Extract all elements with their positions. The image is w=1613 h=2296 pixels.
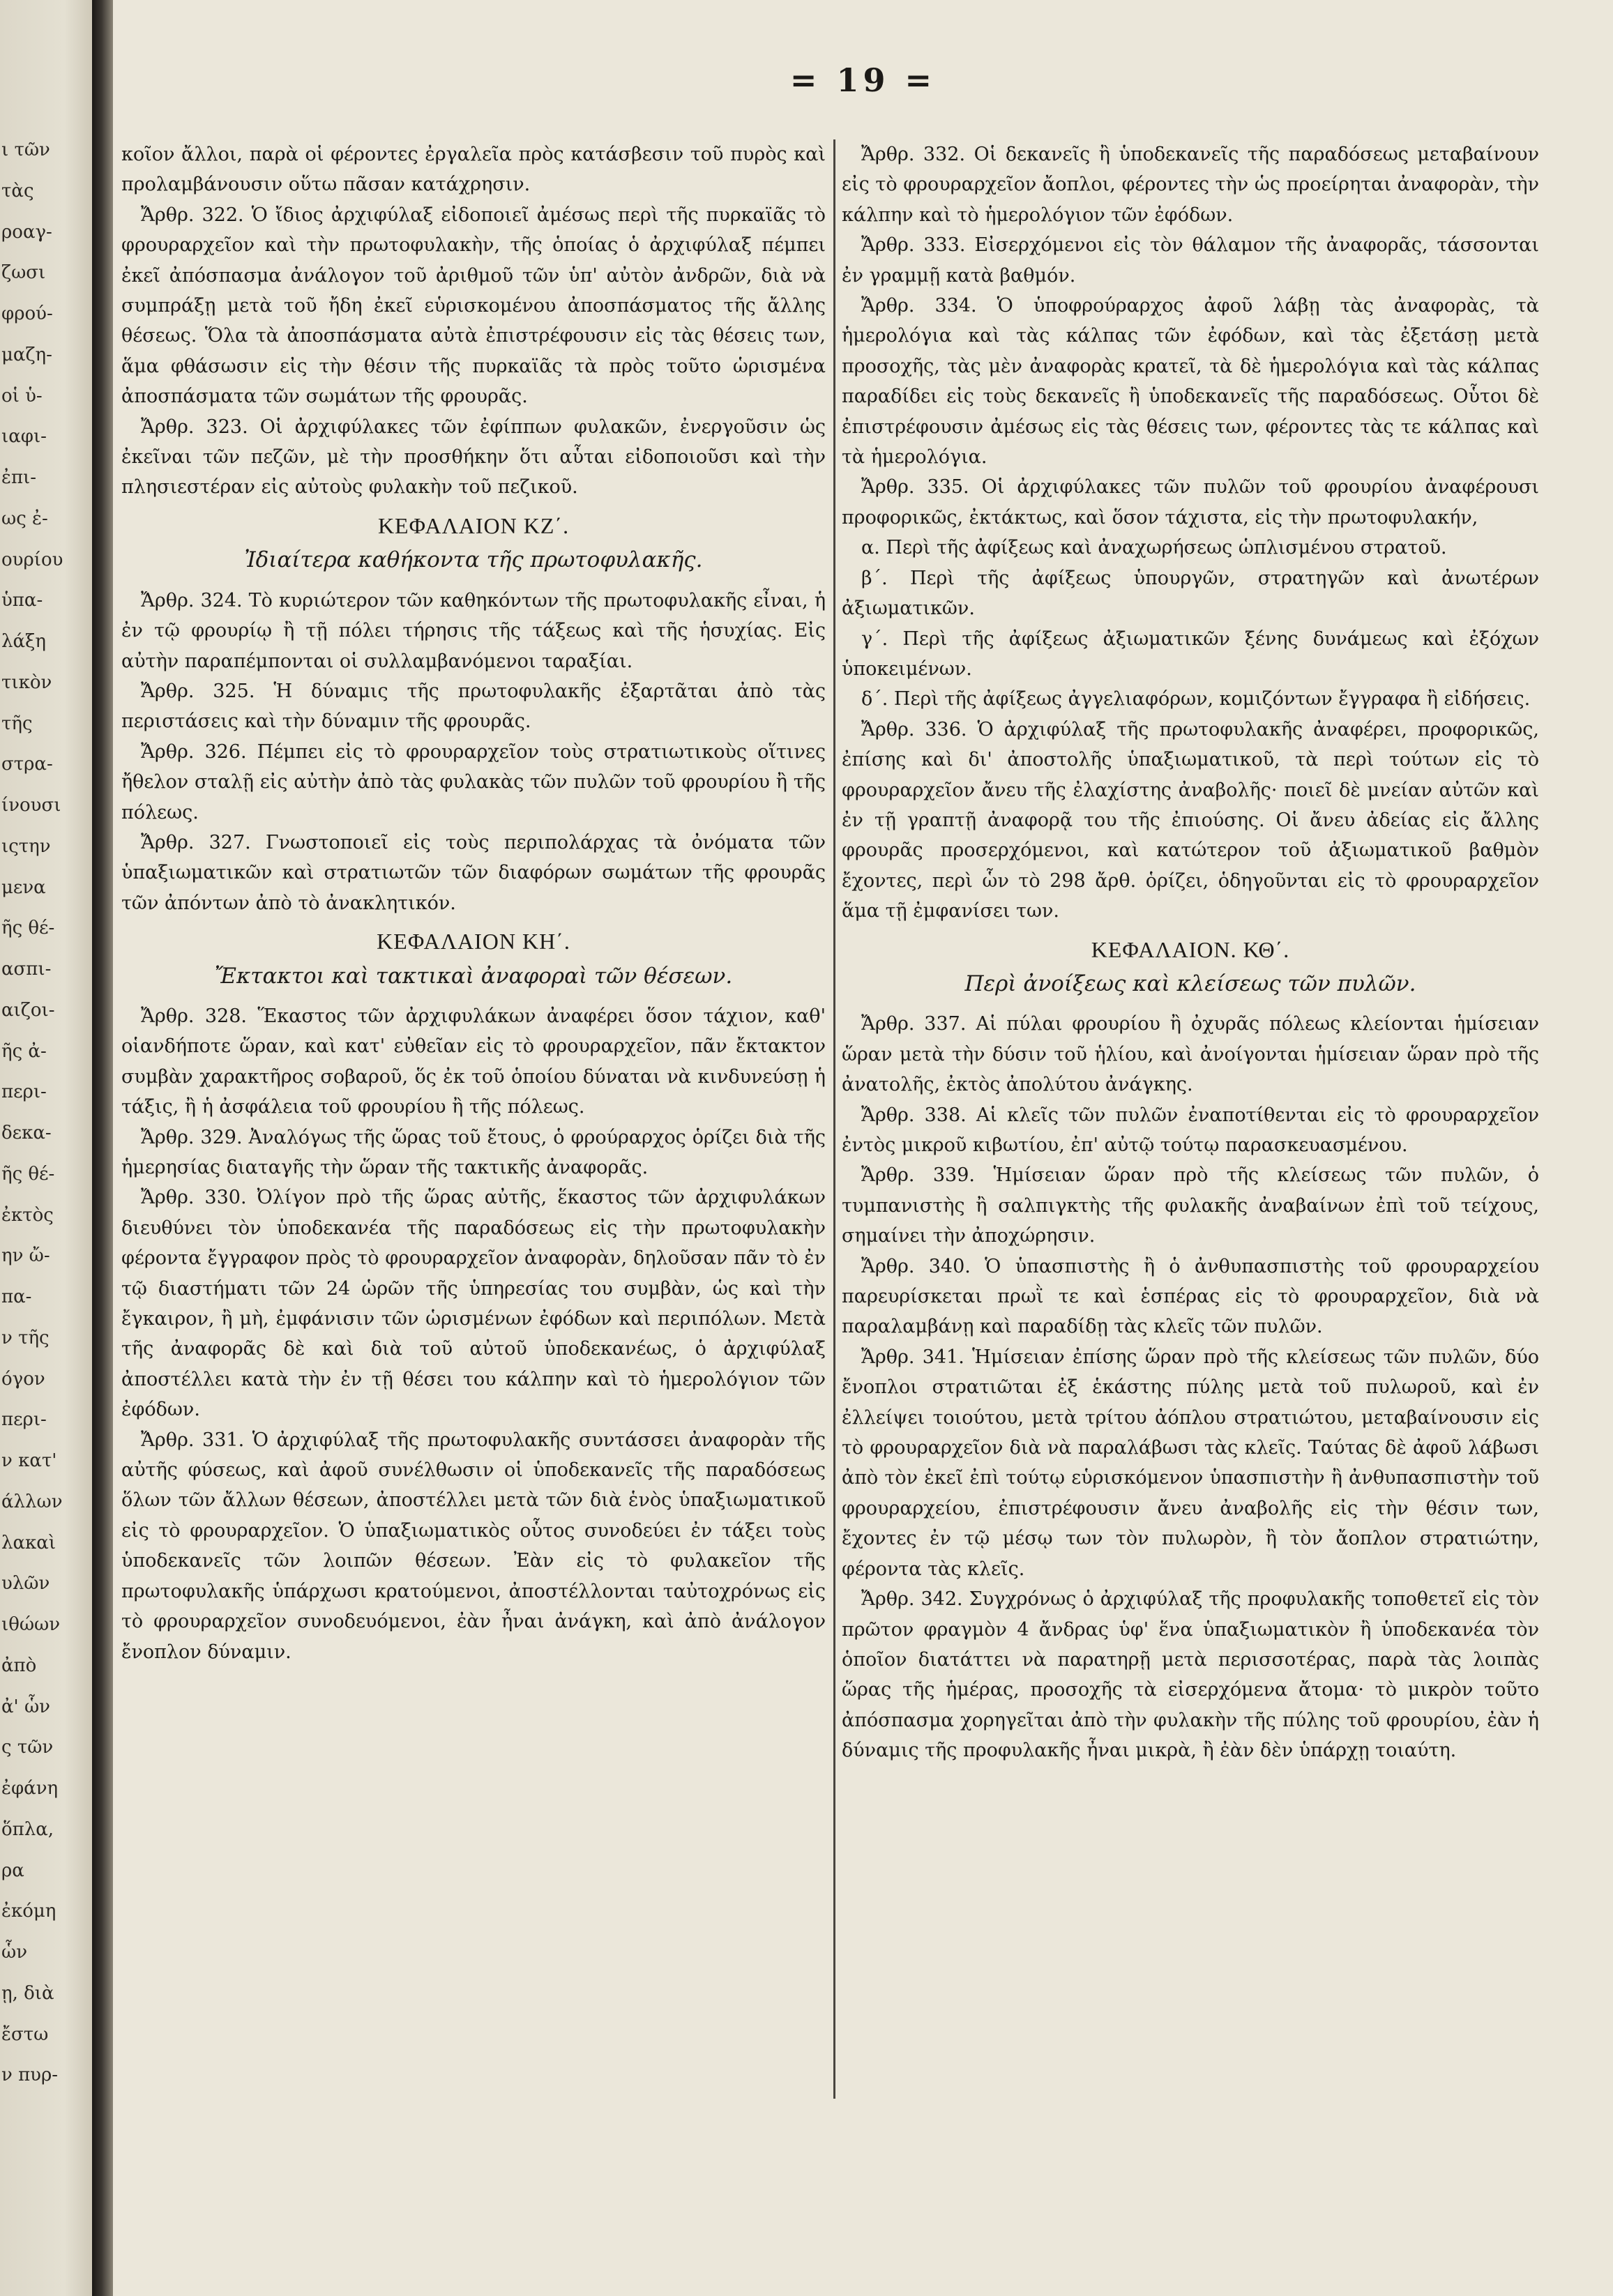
article-paragraph: Ἄρθρ. 327. Γνωστοποιεῖ εἰς τοὺς περιπολάρχας τὰ ὀνόματα τῶν ὑπαξιωματικῶν καὶ στρατιωτῶν τῶν διαφόρων σωμάτων τῆς φρουρᾶς τῶν ἀπόντων ἀπὸ τὸ ἀνακλητικόν. xyxy=(121,831,826,914)
article-paragraph: Ἄρθρ. 339. Ἡμίσειαν ὥραν πρὸ τῆς κλείσεως τῶν πυλῶν, ὁ τυμπανιστὴς ἢ σαλπιγκτὴς τῆς φυλακῆς ἀναβαίνων ἐπὶ τοῦ τείχους, σημαίνει τὴν ἀποχώρησιν. xyxy=(842,1164,1539,1247)
previous-page-fragment: ἐφάνη xyxy=(1,1778,59,1799)
page-number: = 19 = xyxy=(789,61,937,99)
continued-paragraph: κοῖον ἄλλοι, παρὰ οἱ φέροντες ἐργαλεῖα πρὸς κατάσβεσιν τοῦ πυρὸς καὶ προλαμβάνουσιν οὕτω πᾶσαν κατάχρησιν. xyxy=(121,144,826,196)
previous-page-fragment: οἱ ὑ- xyxy=(1,385,43,406)
previous-page-fragment: μαζη- xyxy=(1,344,52,365)
previous-page-fragment: ἀπὸ xyxy=(1,1655,37,1676)
previous-page-fragment: ρα xyxy=(1,1860,24,1881)
list-item: γ΄. Περὶ τῆς ἀφίξεως ἀξιωματικῶν ξένης δυνάμεως καὶ ἐξόχων ὑποκειμένων. xyxy=(842,628,1539,680)
list-item: α. Περὶ τῆς ἀφίξεως καὶ ἀναχωρήσεως ὡπλισμένου στρατοῦ. xyxy=(861,537,1447,559)
previous-page-fragment: ἀ' ὧν xyxy=(1,1696,50,1717)
previous-page-fragment: λακαὶ xyxy=(1,1532,56,1553)
previous-page-fragment: ν πυρ- xyxy=(1,2065,59,2086)
previous-page-fragment: ι τῶν xyxy=(1,139,50,160)
chapter-heading: ΚΕΦΑΛΑΙΟΝ. ΚΘ΄. xyxy=(1091,936,1290,962)
chapter-heading: ΚΕΦΑΛΑΙΟΝ ΚΖ΄. xyxy=(377,512,570,538)
previous-page-fragment: όγον xyxy=(1,1368,45,1390)
previous-page-edge xyxy=(0,0,92,2296)
book-page xyxy=(113,0,1613,2296)
previous-page-fragment: ἐκτὸς xyxy=(1,1204,54,1226)
previous-page-fragment: φρού- xyxy=(1,303,53,324)
previous-page-fragment: ἔστω xyxy=(1,2023,49,2045)
list-item: δ΄. Περὶ τῆς ἀφίξεως ἀγγελιαφόρων, κομιζόντων ἔγγραφα ἢ εἰδήσεις. xyxy=(861,688,1531,710)
previous-page-fragment: άλλων xyxy=(1,1491,63,1512)
previous-page-fragment: ς τῶν xyxy=(1,1737,54,1758)
article-paragraph: Ἄρθρ. 337. Αἱ πύλαι φρουρίου ἢ ὀχυρᾶς πόλεως κλείονται ἡμίσειαν ὥραν μετὰ τὴν δύσιν τοῦ ἡλίου, καὶ ἀνοίγονται ἡμίσειαν ὥραν πρὸ τῆς ἀνατολῆς, ἐκτὸς ἀπολύτου ἀνάγκης. xyxy=(842,1013,1539,1096)
previous-page-fragment: ιθώων xyxy=(1,1614,61,1635)
previous-page-fragment: τὰς xyxy=(1,180,34,202)
article-paragraph: Ἄρθρ. 333. Εἰσερχόμενοι εἰς τὸν θάλαμον τῆς ἀναφορᾶς, τάσσονται ἐν γραμμῇ κατὰ βαθμόν. xyxy=(842,234,1539,287)
article-paragraph: Ἄρθρ. 324. Τὸ κυριώτερον τῶν καθηκόντων τῆς πρωτοφυλακῆς εἶναι, ἡ ἐν τῷ φρουρίῳ ἢ τῇ πόλει τήρησις τῆς τάξεως καὶ τῆς ἡσυχίας. Εἰς αὐτὴν παραπέμπονται οἱ συλλαμβανόμενοι ταραξίαι. xyxy=(121,589,826,672)
previous-page-fragment: ίνουσι xyxy=(1,795,61,816)
previous-page-fragment: ὅπλα, xyxy=(1,1818,54,1840)
chapter-subtitle: Περὶ ἀνοίξεως καὶ κλείσεως τῶν πυλῶν. xyxy=(964,971,1416,996)
right-column xyxy=(842,139,1539,1766)
previous-page-fragment: περι- xyxy=(1,1409,47,1431)
previous-page-fragment: τικὸν xyxy=(1,671,52,693)
previous-page-fragment: ῆς ἀ- xyxy=(1,1040,47,1062)
article-paragraph: Ἄρθρ. 326. Πέμπει εἰς τὸ φρουραρχεῖον τοὺς στρατιωτικοὺς οἵτινες ἤθελον σταλῇ εἰς αὐτὴν ἀπὸ τὰς φυλακὰς τῶν πυλῶν τοῦ φρουρίου ἢ τῆς πόλεως. xyxy=(121,740,826,823)
previous-page-fragment: τῆς xyxy=(1,713,33,734)
article-paragraph: Ἄρθρ. 330. Ὀλίγον πρὸ τῆς ὥρας αὐτῆς, ἕκαστος τῶν ἀρχιφυλάκων διευθύνει τὸν ὑποδεκανέα τῆς παραδόσεως εἰς τὴν πρωτοφυλακὴν φέροντα ἔγγραφον πρὸς τὸ φρουραρχεῖον ἀναφορὰν, δηλοῦσαν πᾶν τὸ ἐν τῷ διαστήματι τῶν 24 ὡρῶν τῆς ὑπηρεσίας του συμβὰν, ὡς καὶ τὴν ἔγκαιρον, ἢ μὴ, ἐμφάνισιν τῶν ὡρισμένων ἐφόδων καὶ περιπόλων. Μετὰ τῆς ἀναφορᾶς δὲ καὶ διὰ τοῦ αὐτοῦ ὑποδεκανέως, ὁ ἀρχιφύλαξ ἀποστέλλει κατὰ τὴν ἐν τῇ θέσει του κάλπην καὶ τὸ ἡμερολόγιον τῶν ἐφόδων. xyxy=(121,1187,826,1421)
previous-page-fragment: ῃ, διὰ xyxy=(1,1982,54,2004)
article-paragraph: Ἄρθρ. 325. Ἡ δύναμις τῆς πρωτοφυλακῆς ἐξαρτᾶται ἀπὸ τὰς περιστάσεις καὶ τὴν δύναμιν τῆς φρουρᾶς. xyxy=(121,680,826,733)
previous-page-fragment: ν τῆς xyxy=(1,1327,50,1348)
previous-page-fragment: αιζοι- xyxy=(1,999,55,1021)
previous-page-fragment: ὧν xyxy=(1,1942,28,1963)
previous-page-fragment: δεκα- xyxy=(1,1123,52,1143)
previous-page-fragment: ροαγ- xyxy=(1,221,52,243)
previous-page-fragment: ν κατ' xyxy=(1,1450,57,1471)
chapter-heading: ΚΕΦΑΛΑΙΟΝ ΚΗ΄. xyxy=(377,929,570,955)
article-paragraph: Ἄρθρ. 329. Ἀναλόγως τῆς ὥρας τοῦ ἔτους, ὁ φρούραρχος ὁρίζει διὰ τῆς ἡμερησίας διαταγῆς τὴν ὥραν τῆς τακτικῆς ἀναφορᾶς. xyxy=(121,1126,826,1178)
previous-page-fragment: ουρίου xyxy=(1,549,63,570)
previous-page-fragment: ὑπα- xyxy=(1,590,43,611)
column-divider xyxy=(833,139,835,2099)
article-paragraph: Ἄρθρ. 328. Ἕκαστος τῶν ἀρχιφυλάκων ἀναφέρει ὅσον τάχιον, καθ' οἱανδήποτε ὥραν, καὶ κατ' εὐθεῖαν εἰς τὸ φρουραρχεῖον, πᾶν ἔκτακτον συμβὰν χαρακτῆρος σοβαροῦ, ὅς ἐκ τοῦ ὁποίου δύναται νὰ κινδυνεύσῃ ἡ τάξις, ἢ ἡ ἀσφάλεια τοῦ φρουρίου ἢ τῆς πόλεως. xyxy=(121,1005,826,1118)
previous-page-fragment: ἐπι- xyxy=(1,467,37,488)
previous-page-fragment: ζωσι xyxy=(1,262,46,284)
previous-page-fragment: περι- xyxy=(1,1081,47,1103)
article-paragraph: Ἄρθρ. 322. Ὁ ἴδιος ἀρχιφύλαξ εἰδοποιεῖ ἀμέσως περὶ τῆς πυρκαϊᾶς τὸ φρουραρχεῖον καὶ τὴν πρωτοφυλακὴν, τῆς ὁποίας ὁ ἀρχιφύλαξ πέμπει ἐκεῖ ἀπόσπασμα ἀνάλογον τοῦ ἀριθμοῦ τῶν ὑπ' αὐτὸν ἀνδρῶν, διὰ νὰ συμπράξῃ μετὰ τοῦ ἤδη ἐκεῖ εὑρισκομένου ἀποσπάσματος τῆς ἄλλης θέσεως. Ὅλα τὰ ἀποσπάσματα αὐτὰ ἐπιστρέφουσιν εἰς τὰς θέσεις των, ἅμα φθάσωσιν εἰς τὴν θέσιν τῆς πυρκαϊᾶς τὰ πρὸς τοῦτο ὡρισμένα ἀποσπάσματα τῶν σωμάτων τῆς φρουρᾶς. xyxy=(121,204,826,408)
article-paragraph: Ἄρθρ. 336. Ὁ ἀρχιφύλαξ τῆς πρωτοφυλακῆς ἀναφέρει, προφορικῶς, ἐπίσης καὶ δι' ἀποστολῆς ὑπαξιωματικοῦ, τὰ περὶ τούτων εἰς τὸ φρουραρχεῖον ἄνευ τῆς ἐλαχίστης ἀναβολῆς· ποιεῖ δὲ μνείαν αὐτῶν καὶ ἐν τῇ γραπτῇ ἀναφορᾷ του τῆς ἐπιούσης. Οἱ ἄνευ ἀδείας εἰς ἄλλης φρουρᾶς προσερχόμενοι, καὶ κατώτερον τοῦ ἀξιωματικοῦ βαθμὸν ἔχοντες, περὶ ὧν τὸ 298 ἄρθ. ὁρίζει, ὁδηγοῦνται εἰς τὸ φρουραρχεῖον ἅμα τῇ ἐμφανίσει των. xyxy=(842,718,1539,922)
previous-page-fragment: ιςτην xyxy=(1,835,51,857)
article-paragraph: Ἄρθρ. 334. Ὁ ὑποφρούραρχος ἀφοῦ λάβῃ τὰς ἀναφορὰς, τὰ ἡμερολόγια καὶ τὰς κάλπας τῶν ἐφόδων, καὶ τὰς ἐξετάσῃ μετὰ προσοχῆς, τὰς μὲν ἀναφορὰς κρατεῖ, τὰ δὲ ἡμερολόγια καὶ τὰς κάλπας παραδίδει εἰς τοὺς δεκανεῖς ἢ ὑποδεκανεῖς τῆς παραδόσεως. Οὗτοι δὲ ἐπιστρέφουσιν ἀμέσως εἰς τὰς θέσεις των, φέροντες τὰς τε κάλπας καὶ τὰ ἡμερολόγια. xyxy=(842,295,1539,469)
previous-page-fragment: ως ἐ- xyxy=(1,508,48,529)
book-gutter xyxy=(92,0,113,2296)
previous-page-fragment: στρα- xyxy=(1,754,53,775)
previous-page-fragment: ῆς θέ- xyxy=(1,1163,55,1185)
article-paragraph: Ἄρθρ. 335. Οἱ ἀρχιφύλακες τῶν πυλῶν τοῦ φρουρίου ἀναφέρουσι προφορικῶς, ἐκτάκτως, καὶ ὅσον τάχιστα, εἰς τὴν πρωτοφυλακήν, xyxy=(842,476,1539,529)
article-paragraph: Ἄρθρ. 340. Ὁ ὑπασπιστὴς ἢ ὁ ἀνθυπασπιστὴς τοῦ φρουραρχείου παρευρίσκεται πρωῒ τε καὶ ἑσπέρας εἰς τὸ φρουραρχεῖον, διὰ νὰ παραλαμβάνῃ καὶ παραδίδῃ τὰς κλεῖς τῶν πυλῶν. xyxy=(842,1255,1539,1338)
previous-page-fragment: ἐκόμη xyxy=(1,1901,56,1922)
list-item: β΄. Περὶ τῆς ἀφίξεως ὑπουργῶν, στρατηγῶν καὶ ἀνωτέρων ἀξιωματικῶν. xyxy=(842,567,1539,620)
previous-page-fragment: μενα xyxy=(1,876,46,898)
article-paragraph: Ἄρθρ. 341. Ἡμίσειαν ἐπίσης ὥραν πρὸ τῆς κλείσεως τῶν πυλῶν, δύο ἔνοπλοι στρατιῶται ἐξ ἑκάστης πύλης μετὰ τοῦ πυλωροῦ, καὶ ἐν ἐλλείψει τοιούτου, μετὰ τρίτου ἀόπλου στρατιώτου, μεταβαίνουσιν εἰς τὸ φρουραρχεῖον διὰ νὰ παραλάβωσι τὰς κλεῖς. Ταύτας δὲ ἀφοῦ λάβωσι ἀπὸ τὸν ἐκεῖ ἐπὶ τούτῳ εὑρισκόμενον ὑπασπιστὴν ἢ ἀνθυπασπιστὴν τοῦ φρουραρχείου, ἐπιστρέφουσιν ἄνευ ἀναβολῆς εἰς τὴν θέσιν των, ἔχοντες ἐν τῷ μέσῳ των τὸν πυλωρὸν, ἢ τὸν ἄοπλον στρατιώτην, φέροντα τὰς κλεῖς. xyxy=(842,1346,1539,1580)
previous-page-fragment: ιαφι- xyxy=(1,426,47,448)
left-column xyxy=(121,139,826,1667)
article-paragraph: Ἄρθρ. 331. Ὁ ἀρχιφύλαξ τῆς πρωτοφυλακῆς συντάσσει ἀναφορὰν τῆς αὐτῆς φύσεως, καὶ ἀφοῦ συνέλθωσιν οἱ ὑποδεκανεῖς τῆς παραδόσεως ὅλων τῶν ἄλλων θέσεων, ἀποστέλλει μετὰ τῶν διὰ ἑνὸς ὑπαξιωματικοῦ εἰς τὸ φρουραρχεῖον. Ὁ ὑπαξιωματικὸς οὗτος συνοδεύει ἐν τάξει τοὺς ὑποδεκανεῖς τῶν λοιπῶν θέσεων. Ἐὰν εἰς τὸ φυλακεῖον τῆς πρωτοφυλακῆς ὑπάρχωσι κρατούμενοι, ἀποστέλλονται ταὐτοχρόνως εἰς τὸ φρουραρχεῖον συνοδευόμενοι, ἐὰν ἦναι ἀνάγκη, καὶ ἀπὸ ἀνάλογον ἔνοπλον δύναμιν. xyxy=(121,1429,826,1663)
previous-page-fragment: ῆς θέ- xyxy=(1,918,55,939)
article-paragraph: Ἄρθρ. 342. Συγχρόνως ὁ ἀρχιφύλαξ τῆς προφυλακῆς τοποθετεῖ εἰς τὸν πρῶτον φραγμὸν 4 ἄνδρας ὑφ' ἕνα ὑπαξιωματικὸν ἢ ὑποδεκανέα τὸν ὁποῖον διατάττει νὰ παρατηρῇ μετὰ περισσοτέρας, παρὰ τὰς λοιπὰς ὥρας τῆς ἡμέρας, προσοχῆς τὰ εἰσερχόμενα ἄτομα· τὸ μικρὸν τοῦτο ἀπόσπασμα χορηγεῖται ἀπὸ τὴν φυλακὴν τῆς πύλης τοῦ φρουρίου, ἐὰν ἡ δύναμις τῆς προφυλακῆς ἦναι μικρὰ, ἢ ἐὰν δὲν ὑπάρχῃ τοιαύτη. xyxy=(842,1588,1539,1762)
article-paragraph: Ἄρθρ. 338. Αἱ κλεῖς τῶν πυλῶν ἐναποτίθενται εἰς τὸ φρουραρχεῖον ἐντὸς μικροῦ κιβωτίου, ἐπ' αὐτῷ τούτῳ παρασκευασμένου. xyxy=(842,1104,1539,1156)
article-paragraph: Ἄρθρ. 332. Οἱ δεκανεῖς ἢ ὑποδεκανεῖς τῆς παραδόσεως μεταβαίνουν εἰς τὸ φρουραρχεῖον ἄοπλοι, φέροντες τὴν ὡς προείρηται ἀναφορὰν, τὴν κάλπην καὶ τὸ ἡμερολόγιον τῶν ἐφόδων. xyxy=(842,144,1539,226)
previous-page-fragment: πα- xyxy=(1,1286,32,1307)
chapter-subtitle: Ἔκτακτοι καὶ τακτικαὶ ἀναφοραὶ τῶν θέσεων. xyxy=(214,963,733,989)
previous-page-fragment: ην ὤ- xyxy=(1,1245,50,1267)
previous-page-fragment: υλῶν xyxy=(1,1573,50,1595)
previous-page-fragment: ασπι- xyxy=(1,959,52,980)
article-paragraph: Ἄρθρ. 323. Οἱ ἀρχιφύλακες τῶν ἐφίππων φυλακῶν, ἐνεργοῦσιν ὡς ἐκεῖναι τῶν πεζῶν, μὲ τὴν προσθήκην ὅτι αὗται εἰδοποιοῦσι καὶ τὴν πλησιεστέραν εἰς αὐτοὺς φυλακὴν τοῦ πεζικοῦ. xyxy=(121,416,826,499)
previous-page-fragment: λάξη xyxy=(1,631,46,652)
chapter-subtitle: Ἰδιαίτερα καθήκοντα τῆς πρωτοφυλακῆς. xyxy=(244,547,703,573)
